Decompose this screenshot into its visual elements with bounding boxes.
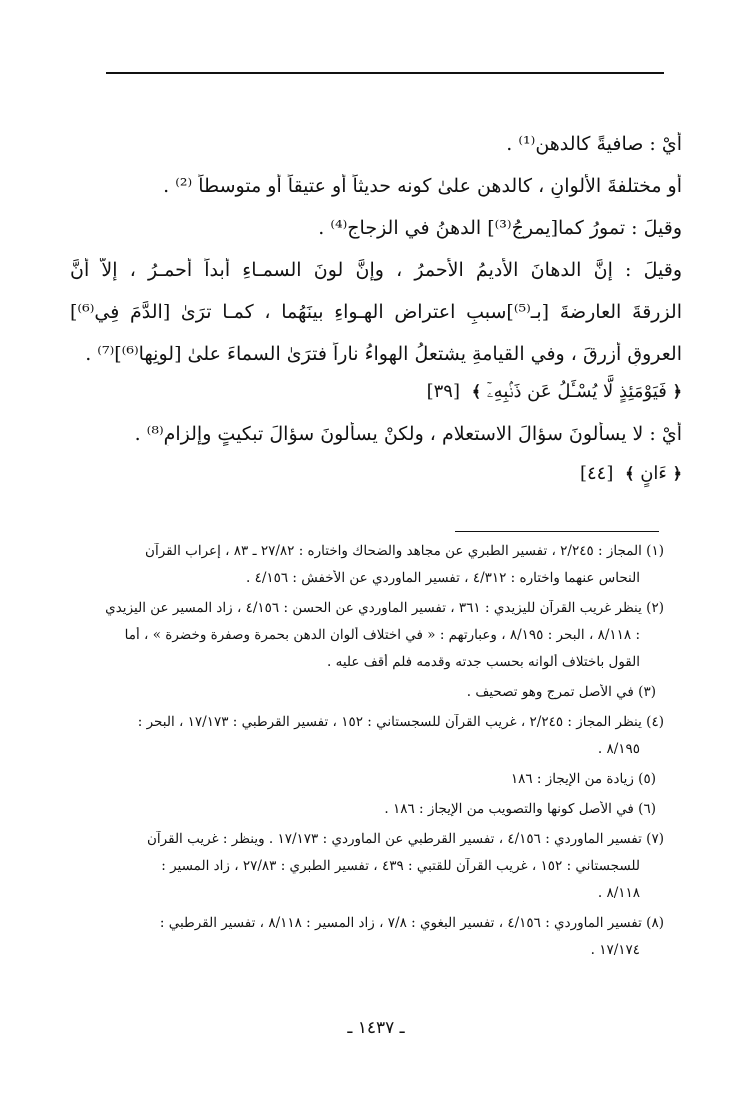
quran-verse-text: فَيَوْمَئِذٍ لَّا يُسْـَٔلُ عَن ذَنۢبِهِۦٓ [486, 381, 667, 402]
quran-close-brace: ﴾ [471, 382, 482, 401]
footnote-4 [95, 714, 664, 758]
footnote-line: : ٨/١١٨ ، البحر : ٨/١٩٥ ، وعبارتهم : « في اختلاف ألوان الدهن بحمرة وصفرة وخضرة » ، أما [124, 627, 640, 643]
quran-verse-44 [70, 462, 682, 486]
ayah-number: [٣٩] [426, 381, 460, 402]
footnote-line: (١) المجاز : ٢/٢٤٥ ، تفسير الطبري عن مجاهد والضحاك واختاره : ٢٧/٨٢ ـ ٨٣ ، إعراب القرآن [145, 543, 664, 559]
text-line-5: الزرقةَ العارضةَ [بـ⁽⁵⁾]سببِ اعتراضِ الهـواءِ بينَهُما ، كمـا ترَىٰ [الدَّمَ فِي⁽⁶⁾] [70, 301, 682, 323]
footnote-7 [95, 831, 664, 902]
footnote-line: (٧) تفسير الماوردي : ٤/١٥٦ ، تفسير القرطبي عن الماوردي : ١٧/١٧٣ . وينظر : غريب القرآن [147, 831, 664, 847]
footnotes [95, 543, 664, 972]
footnote-8 [95, 915, 664, 959]
footnote-line: ٨/١٩٥ . [597, 741, 640, 757]
main-text [70, 120, 682, 486]
footnote-3 [95, 684, 664, 701]
text-line-1: أيْ : صافيةً كالدهنِ⁽¹⁾ . [506, 133, 682, 155]
quran-open-brace: ﴿ [672, 382, 682, 401]
page-number: ـ ١٤٣٧ ـ [347, 1018, 405, 1038]
text-line-6: العروقِ أزرقَ ، وفي القيامةِ يشتعلُ الهواءُ ناراً فترَىٰ السماءَ علىٰ [لونِها⁽⁶⁾]⁽⁷⁾ . [85, 343, 682, 365]
footnote-line: (٤) ينظر المجاز : ٢/٢٤٥ ، غريب القرآن للسجستاني : ١٥٢ ، تفسير القرطبي : ١٧/١٧٣ ، البحر : [137, 714, 664, 730]
quran-close-brace: ﴾ [625, 464, 635, 483]
text-line-4: وقيلَ : إنَّ الدهانَ الأديمُ الأحمرُ ، وإنَّ لونَ السمـاءِ أبداً أحمـرُ ، إلاَّ أنَّ [70, 259, 682, 281]
footnote-line: القول باختلاف ألوانه بحسب جدته وقدمه فلم أقف عليه . [327, 654, 640, 670]
footnote-2 [95, 600, 664, 671]
quran-open-brace: ﴿ [672, 464, 682, 483]
footnote-6 [95, 801, 664, 818]
footnote-line: (٢) ينظر غريب القرآن لليزيدي : ٣٦١ ، تفسير الماوردي عن الحسن : ٤/١٥٦ ، زاد المسير عن اليزيدي [105, 600, 664, 616]
footnote-line: (٨) تفسير الماوردي : ٤/١٥٦ ، تفسير البغوي : ٧/٨ ، زاد المسير : ٨/١١٨ ، تفسير القرطبي : [159, 915, 664, 931]
quran-verse-39 [70, 380, 682, 404]
footnote-line: النحاس عنهما واختاره : ٤/٣١٢ ، تفسير الماوردي عن الأخفش : ٤/١٥٦ . [245, 570, 640, 586]
text-line-2: أو مختلفةَ الألوانِ ، كالدهنِ علىٰ كونه حديثاً أو عتيقاً أو متوسطاً ⁽²⁾ . [163, 175, 682, 197]
quran-verse-text: ءَانٍ [640, 463, 667, 484]
footnote-1 [95, 543, 664, 587]
footnote-rule [455, 531, 659, 532]
footnote-line: للسجستاني : ١٥٢ ، غريب القرآن للقتبي : ٤٣٩ ، تفسير الطبري : ٢٧/٨٣ ، زاد المسير : [161, 858, 640, 874]
footnote-line: (٥) زيادة من الإيجاز : ١٨٦ [510, 771, 656, 787]
ayah-number: [٤٤] [579, 463, 614, 484]
footnote-line: (٣) في الأصل تمرج وهو تصحيف . [466, 684, 656, 700]
footnote-line: ١٧/١٧٤ . [590, 942, 640, 958]
footnote-5 [95, 771, 664, 788]
footnote-line: ٨/١١٨ . [597, 885, 640, 901]
text-line-7: أيْ : لا يسألونَ سؤالَ الاستعلامِ ، ولكنْ يسألونَ سؤالَ تبكيتٍ وإلزامٍ⁽⁸⁾ . [134, 423, 682, 445]
text-line-3: وقيلَ : تمورُ كما[يمرجُ⁽³⁾] الدهنُ في الزجاجِ⁽⁴⁾ . [318, 217, 682, 239]
header-rule [106, 72, 664, 74]
footnote-line: (٦) في الأصل كونها والتصويب من الإيجاز : ١٨٦ . [384, 801, 656, 817]
